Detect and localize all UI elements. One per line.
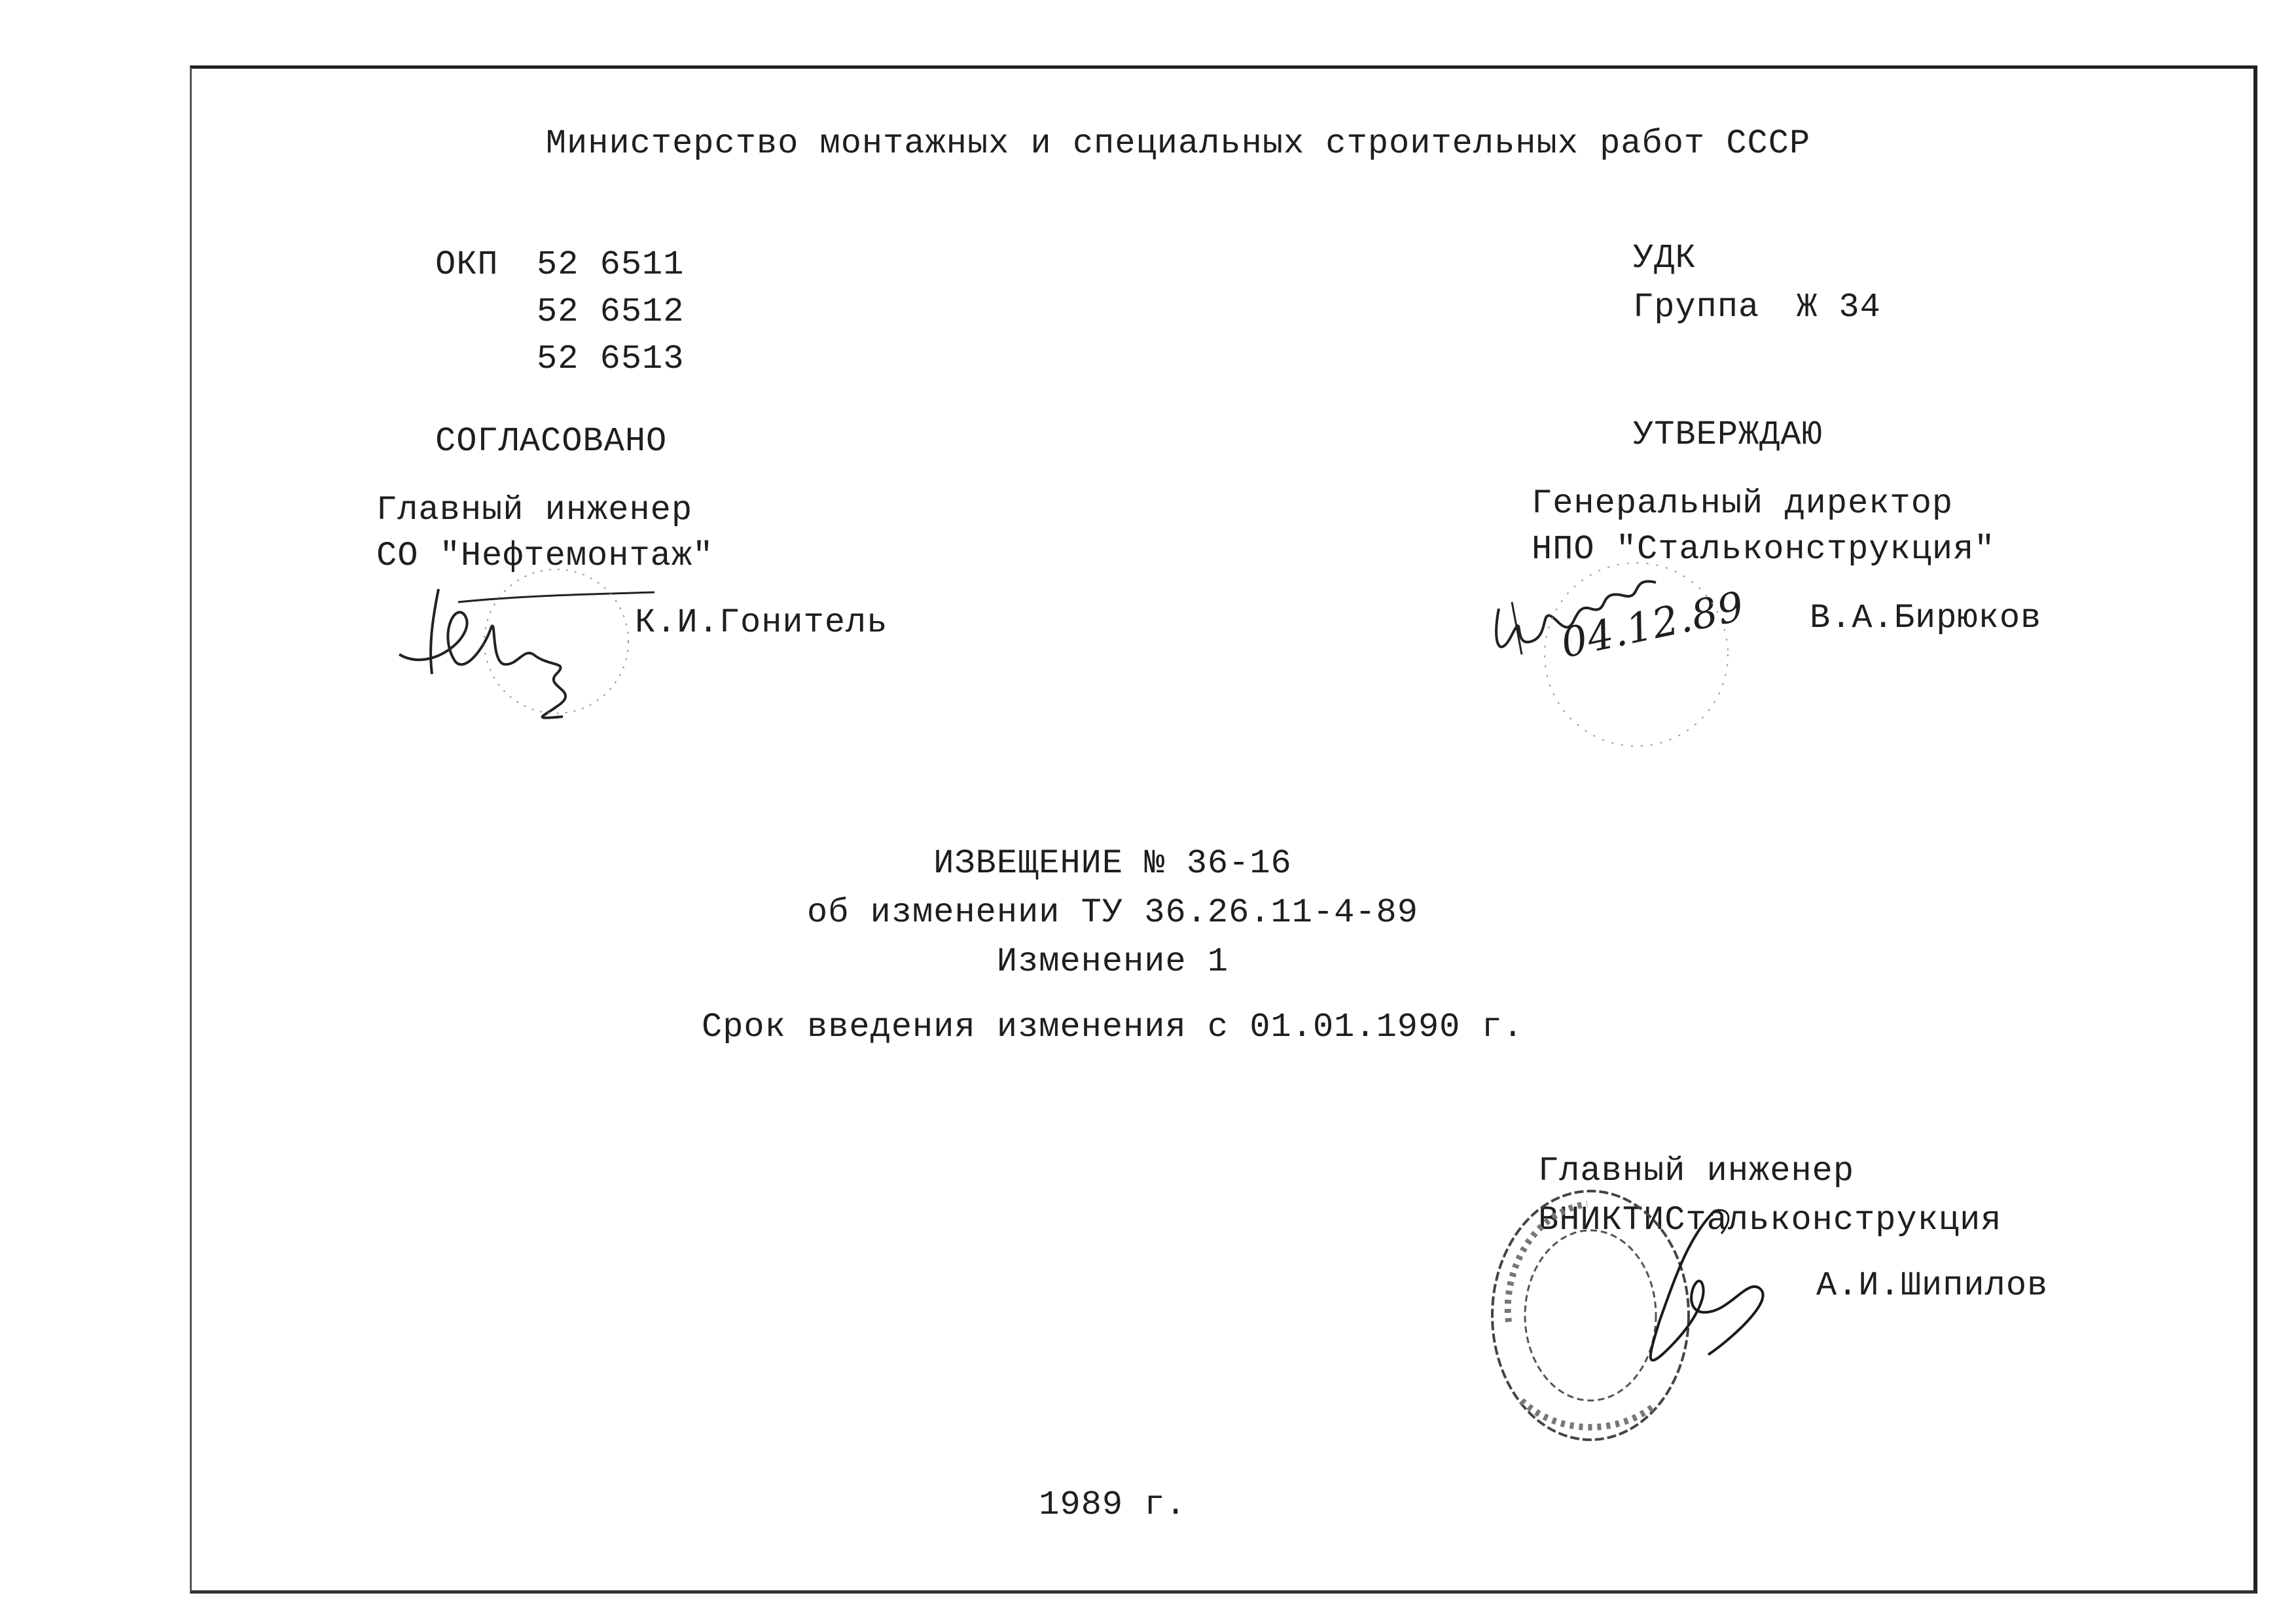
approved-position: Генеральный директор	[1532, 484, 1954, 523]
notice-title: ИЗВЕЩЕНИЕ № 36-16	[933, 844, 1292, 883]
ministry-heading: Министерство монтажных и специальных строительных работ СССР	[545, 124, 1811, 163]
chief-position: Главный инженер	[1538, 1152, 1855, 1190]
agreed-name: К.И.Гонитель	[635, 603, 888, 642]
udk-label: УДК	[1633, 239, 1696, 277]
chief-signature	[1597, 1198, 1813, 1394]
chief-organization: ВНИКТИСтальконструкция	[1538, 1201, 2002, 1240]
approved-signature	[1486, 563, 1761, 759]
approved-organization: НПО "Стальконструкция"	[1532, 530, 1996, 569]
document-frame	[190, 65, 2257, 1594]
chief-name: А.И.Шипилов	[1816, 1266, 2049, 1305]
notice-change: Изменение 1	[996, 942, 1229, 981]
okp-code-2: 52 6512	[537, 293, 685, 331]
notice-subject: об изменении ТУ 36.26.11-4-89	[807, 893, 1418, 932]
agreed-position: Главный инженер	[376, 491, 693, 529]
okp-label: ОКП	[435, 245, 499, 284]
approved-heading: УТВЕРЖДАЮ	[1633, 416, 1823, 454]
document-year: 1989 г.	[1039, 1486, 1187, 1524]
group-label: Группа	[1633, 288, 1760, 327]
approved-name: В.А.Бирюков	[1810, 599, 2042, 637]
okp-code-1: 52 6511	[537, 245, 685, 284]
agreed-organization: СО "Нефтемонтаж"	[376, 537, 714, 575]
agreed-heading: СОГЛАСОВАНО	[435, 422, 668, 461]
notice-effective: Срок введения изменения с 01.01.1990 г.	[702, 1008, 1524, 1046]
okp-code-3: 52 6513	[537, 340, 685, 378]
approved-date: 04.12.89	[1556, 582, 1749, 668]
agreed-signature	[393, 576, 668, 746]
group-value: Ж 34	[1797, 288, 1881, 327]
